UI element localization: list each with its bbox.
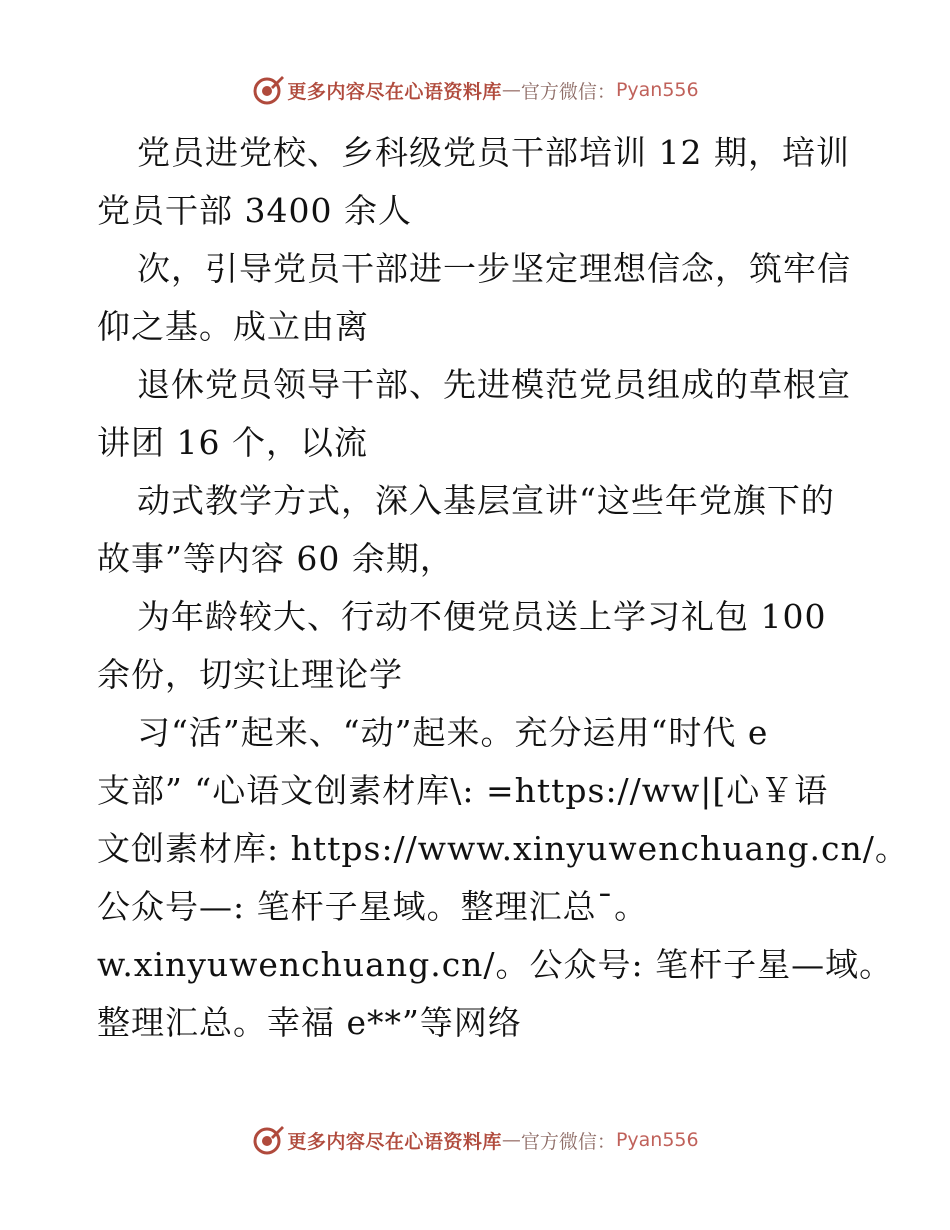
text-line: 整理汇总。幸福 e**”等网络 [97,1003,522,1042]
text-line: 文创素材库: https://www.xinyuwenchuang.cn/。 [97,829,909,868]
text-line: 公众号—: 笔杆子星域。整理汇总¯。 [97,887,649,926]
banner-wechat-label: 官方微信： [520,80,616,103]
text-line: 故事”等内容 60 余期， [97,539,454,578]
pen-logo-icon [251,1123,285,1157]
banner-wechat-id: Pyan556 [615,1129,699,1151]
pen-logo-icon [251,73,285,107]
banner-wechat-id: Pyan556 [615,79,699,101]
banner-separator: — [501,79,521,101]
text-line: 余份，切实让理论学 [97,655,403,694]
banner-separator: — [501,1129,521,1151]
footer-banner [0,1120,950,1160]
text-line: 仰之基。成立由离 [97,307,369,346]
banner-wechat-label: 官方微信： [520,1130,616,1153]
header-banner [0,70,950,110]
text-line: 动式教学方式，深入基层宣讲“这些年党旗下的 [137,481,835,520]
text-line: 为年龄较大、行动不便党员送上学习礼包 100 [137,597,827,636]
document-body [97,124,909,1052]
text-line: 次，引导党员干部进一步坚定理想信念，筑牢信 [137,249,851,288]
text-line: 支部” “心语文创素材库\: =https://ww|[心￥语 [97,771,829,810]
text-line: w.xinyuwenchuang.cn/。公众号: 笔杆子星—域。 [97,945,894,984]
text-line: 习“活”起来、“动”起来。充分运用“时代 e [137,713,769,752]
banner-main-text: 更多内容尽在心语资料库 [287,1130,502,1153]
text-line: 退休党员领导干部、先进模范党员组成的草根宣 [137,365,851,404]
text-line: 党员干部 3400 余人 [97,191,412,230]
banner-main-text: 更多内容尽在心语资料库 [287,80,502,103]
text-line: 党员进党校、乡科级党员干部培训 12 期，培训 [137,133,850,172]
text-line: 讲团 16 个，以流 [97,423,368,462]
